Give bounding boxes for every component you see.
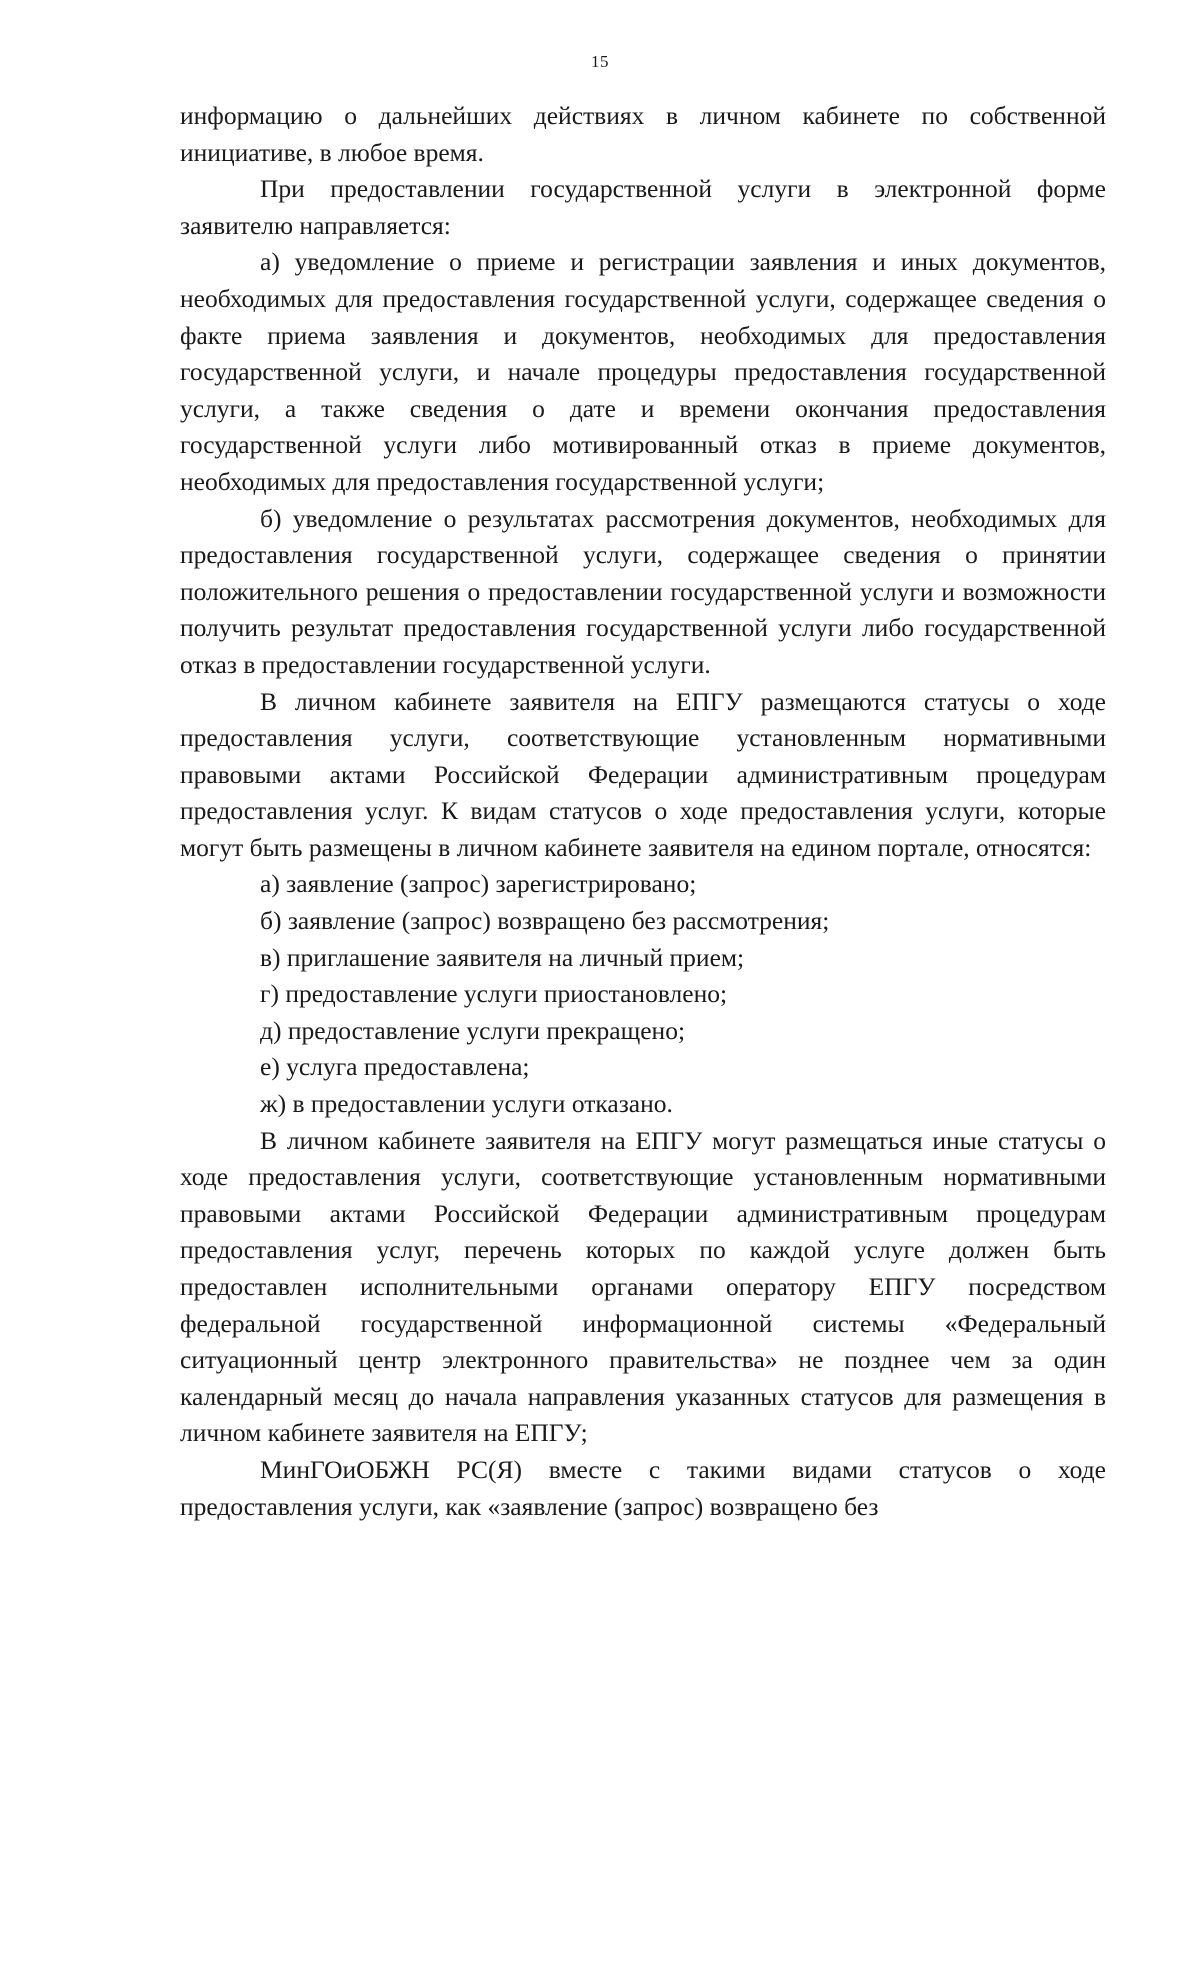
paragraph-other-statuses: В личном кабинете заявителя на ЕПГУ могут размещаться иные статусы о ходе предоставления услуги, соответствующие установленным нормативными правовыми актами Российской Федерации административным процедурам предоставления услуг, перечень которых по каждой услуге должен быть предоставлен исполнительными органами оператору ЕПГУ посредством федеральной государственной информационной системы «Федеральный ситуационный центр электронного правительства» не позднее чем за один календарный месяц до начала направления указанных статусов для размещения в личном кабинете заявителя на ЕПГУ;	[180, 1125, 1106, 1448]
status-list-item: е) услуга предоставлена;	[260, 1052, 530, 1082]
status-list-item: д) предоставление услуги прекращено;	[260, 1015, 686, 1045]
status-list-item: г) предоставление услуги приостановлено;	[260, 979, 728, 1009]
paragraph-statuses-intro: В личном кабинете заявителя на ЕПГУ размещаются статусы о ходе предоставления услуги, соответствующие установленным нормативными правовыми актами Российской Федерации административным процедурам предоставления услуг. К видам статусов о ходе предоставления услуги, которые могут быть размещены в личном кабинете заявителя на едином портале, относятся:	[180, 686, 1106, 862]
page-number: 15	[591, 52, 609, 71]
status-list-item: ж) в предоставлении услуги отказано.	[260, 1089, 673, 1119]
status-list-item: б) заявление (запрос) возвращено без рассмотрения;	[260, 906, 830, 936]
paragraph-electronic-form: При предоставлении государственной услуги в электронной форме заявителю направляется:	[180, 174, 1106, 240]
paragraph-ministry: МинГОиОБЖН РС(Я) вместе с такими видами статусов о ходе предоставления услуги, как «заявление (запрос) возвращено без	[180, 1454, 1106, 1521]
paragraph-notification-a: а) уведомление о приеме и регистрации заявления и иных документов, необходимых для предоставления государственной услуги, содержащее сведения о факте приема заявления и документов, необходимых для предоставления государственной услуги, и начале процедуры предоставления государственной услуги, а также сведения о дате и времени окончания предоставления государственной услуги либо мотивированный отказ в приеме документов, необходимых для предоставления государственной услуги;	[180, 247, 1106, 496]
status-list-item: в) приглашение заявителя на личный прием;	[260, 942, 745, 972]
paragraph-notification-b: б) уведомление о результатах рассмотрения документов, необходимых для предоставления государственной услуги, содержащее сведения о принятии положительного решения о предоставлении государственной услуги и возможности получить результат предоставления государственной услуги либо государственной отказ в предоставлении государственной услуги.	[180, 503, 1106, 679]
status-list-item: а) заявление (запрос) зарегистрировано;	[260, 869, 697, 899]
status-list	[180, 866, 1106, 1122]
paragraph-continuation: информацию о дальнейших действиях в личном кабинете по собственной инициативе, в любое время.	[180, 101, 1106, 167]
document-body	[180, 98, 1106, 1525]
